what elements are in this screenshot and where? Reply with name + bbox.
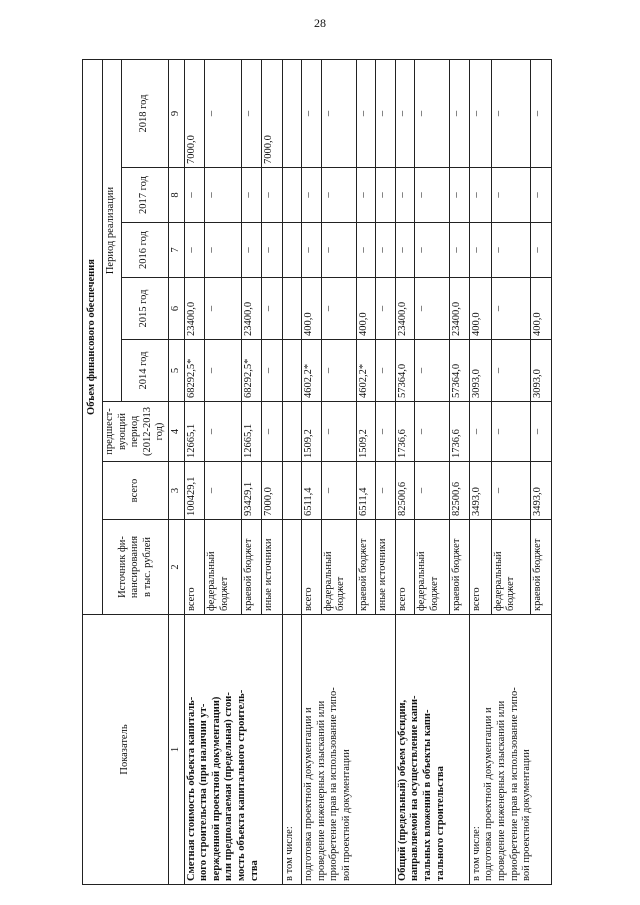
value-cell: – [450,59,469,167]
value-cell: – [321,462,356,520]
value-cell: 12665,1 [184,402,204,462]
value-cell: – [395,168,414,223]
header-year-2016: 2016 год [121,223,168,278]
value-cell: – [530,223,552,278]
value-cell: – [321,59,356,167]
value-cell: – [321,340,356,402]
col-numbers-row [168,59,184,884]
value-cell: – [321,223,356,278]
value-cell: 68292,5* [184,340,204,402]
source-cell: всего [469,520,491,615]
value-cell: – [530,59,552,167]
header-year-2017: 2017 год [121,168,168,223]
header-period: Период реализации [103,59,122,401]
value-cell: – [204,168,241,223]
value-cell: – [415,223,450,278]
value-cell: 6511,4 [302,462,321,520]
table-row [395,59,414,884]
value-cell: – [321,168,356,223]
header-funding-volume: Объем финансового обеспечения [83,59,103,614]
value-cell: – [491,168,530,223]
col-number-6: 6 [168,278,184,340]
value-cell: – [262,402,282,462]
value-cell: – [356,223,375,278]
value-cell: 400,0 [302,278,321,340]
value-cell: – [491,278,530,340]
value-cell: – [469,402,491,462]
value-cell: 4602,2* [356,340,375,402]
value-cell: – [262,223,282,278]
header-total: всего [103,462,169,520]
source-cell: федеральный бюджет [415,520,450,615]
value-cell: – [204,278,241,340]
value-cell: 1736,6 [395,402,414,462]
source-cell: краевой бюджет [241,520,261,615]
col-number-5: 5 [168,340,184,402]
value-cell: 1736,6 [450,402,469,462]
value-cell [282,278,301,340]
value-cell: – [415,462,450,520]
value-cell: 6511,4 [356,462,375,520]
col-number-7: 7 [168,223,184,278]
value-cell: 3493,0 [469,462,491,520]
value-cell: – [302,223,321,278]
value-cell: – [241,59,261,167]
source-cell: краевой бюджет [450,520,469,615]
value-cell: – [184,168,204,223]
value-cell: 3093,0 [469,340,491,402]
value-cell: – [376,402,395,462]
value-cell: 4602,2* [302,340,321,402]
value-cell: – [491,462,530,520]
value-cell: 7000,0 [262,59,282,167]
value-cell: – [321,402,356,462]
header-sources [103,520,169,615]
value-cell: – [184,223,204,278]
source-cell: краевой бюджет [356,520,375,615]
value-cell [282,223,301,278]
value-cell: 82500,6 [450,462,469,520]
table-body [184,59,552,884]
value-cell: – [530,402,552,462]
row-label: Общий (предельный) объем субсидии, направляемой на осуществление капи- тальных вложений в объекты капи- тального строительства [395,615,469,885]
source-cell: федеральный бюджет [321,520,356,615]
value-cell: 12665,1 [241,402,261,462]
value-cell: – [376,462,395,520]
col-number-4: 4 [168,402,184,462]
value-cell: 400,0 [469,278,491,340]
value-cell: – [262,340,282,402]
value-cell: 82500,6 [395,462,414,520]
header-previous-text: предшест- вующий период (2012-2013 год) [104,407,166,456]
source-cell: федеральный бюджет [491,520,530,615]
value-cell [282,168,301,223]
value-cell: 93429,1 [241,462,261,520]
col-number-2: 2 [168,520,184,615]
col-number-8: 8 [168,168,184,223]
source-cell: федеральный бюджет [204,520,241,615]
value-cell: – [321,278,356,340]
value-cell: – [415,168,450,223]
value-cell: – [376,278,395,340]
value-cell: – [376,223,395,278]
rotated-table-container [82,60,542,885]
value-cell: – [204,462,241,520]
value-cell: – [376,59,395,167]
source-cell: всего [302,520,321,615]
row-label: в том числе: подготовка проектной документации и проведение инженерных изысканий или приобретение прав на использование типо- вой проектной документации [469,615,551,885]
source-cell: иные источники [262,520,282,615]
value-cell: – [395,59,414,167]
value-cell: – [262,278,282,340]
value-cell: – [469,223,491,278]
value-cell: – [469,59,491,167]
value-cell: – [530,168,552,223]
table-row [302,59,321,884]
value-cell: – [241,223,261,278]
source-cell: всего [395,520,414,615]
value-cell: 7000,0 [262,462,282,520]
value-cell [282,340,301,402]
value-cell: – [376,168,395,223]
value-cell: – [491,59,530,167]
col-number-1: 1 [168,615,184,885]
value-cell: 3493,0 [530,462,552,520]
header-indicator: Показатель [83,615,169,885]
row-label: подготовка проектной документации и проведение инженерных изысканий или приобретение прав на использование типо- вой проектной документации [302,615,396,885]
value-cell: – [415,340,450,402]
value-cell: – [262,168,282,223]
value-cell: – [356,168,375,223]
value-cell: – [204,59,241,167]
value-cell [282,402,301,462]
value-cell: 23400,0 [395,278,414,340]
value-cell: 68292,5* [241,340,261,402]
value-cell: 400,0 [356,278,375,340]
value-cell: – [204,402,241,462]
value-cell: 100429,1 [184,462,204,520]
value-cell: – [241,168,261,223]
value-cell: 3093,0 [530,340,552,402]
value-cell: – [450,223,469,278]
source-cell [282,520,301,615]
header-year-2014: 2014 год [121,340,168,402]
value-cell: 23400,0 [241,278,261,340]
value-cell: – [395,223,414,278]
value-cell: – [204,340,241,402]
value-cell: 23400,0 [450,278,469,340]
header-year-2018: 2018 год [121,59,168,167]
value-cell: – [415,278,450,340]
value-cell: 57364,0 [395,340,414,402]
value-cell: 23400,0 [184,278,204,340]
value-cell: – [491,402,530,462]
value-cell: 7000,0 [184,59,204,167]
col-number-9: 9 [168,59,184,167]
value-cell: – [491,340,530,402]
header-sources-text: Источник фи- нансирования в тыс. рублей [116,535,153,599]
value-cell [282,59,301,167]
table-row [469,59,491,884]
value-cell: – [302,168,321,223]
col-number-3: 3 [168,462,184,520]
value-cell: – [356,59,375,167]
value-cell: 1509,2 [302,402,321,462]
value-cell: – [415,59,450,167]
value-cell: 1509,2 [356,402,375,462]
value-cell: 400,0 [530,278,552,340]
header-previous [103,402,169,462]
value-cell: – [469,168,491,223]
page-number: 28 [314,16,326,30]
value-cell: – [450,168,469,223]
table-row [282,59,301,884]
funding-table [82,59,552,885]
value-cell: – [302,59,321,167]
source-cell: иные источники [376,520,395,615]
value-cell: – [415,402,450,462]
source-cell: краевой бюджет [530,520,552,615]
source-cell: всего [184,520,204,615]
row-label: в том числе: [282,615,301,885]
value-cell: 57364,0 [450,340,469,402]
value-cell: – [204,223,241,278]
table-row [184,59,204,884]
value-cell: – [491,223,530,278]
header-year-2015: 2015 год [121,278,168,340]
value-cell [282,462,301,520]
value-cell: – [376,340,395,402]
row-label: Сметная стоимость объекта капиталь- ного строительства (при наличии ут- вержденной проектной документации) или предполагаемая (предельная) стои- мость объекта капитального строитель- ства [184,615,282,885]
